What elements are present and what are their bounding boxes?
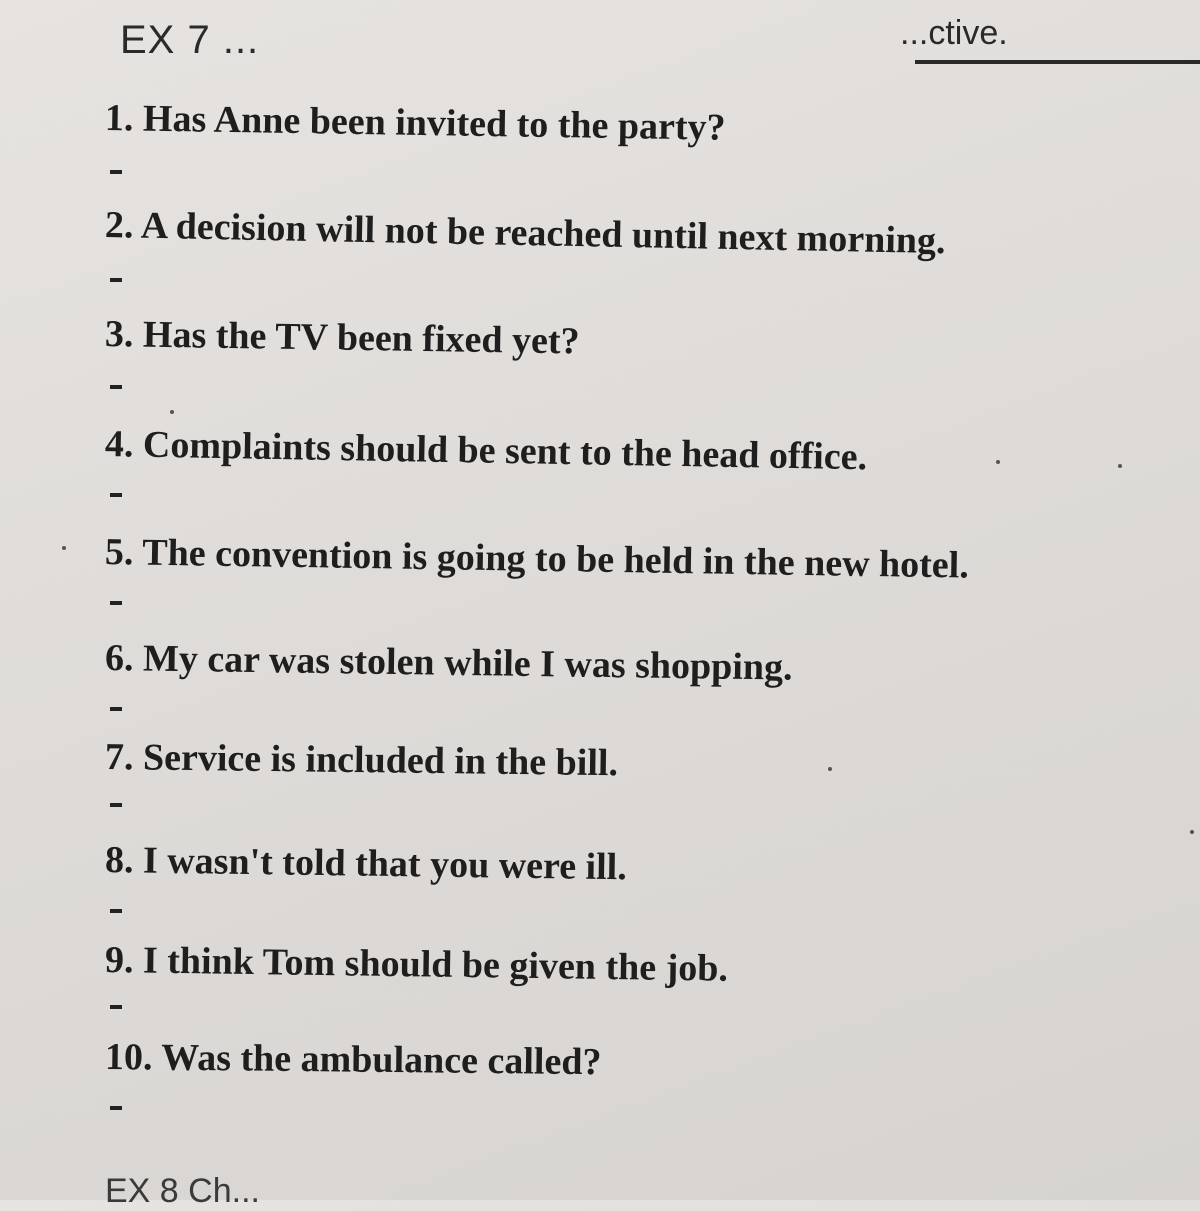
answer-line-9 bbox=[110, 1005, 122, 1009]
exercise-item-4: 4. Complaints should be sent to the head office. bbox=[104, 423, 868, 479]
answer-line-6 bbox=[110, 707, 122, 711]
exercise-item-6: 6. My car was stolen while I was shopping. bbox=[104, 637, 793, 689]
exercise-item-7: 7. Service is included in the bill. bbox=[104, 736, 619, 785]
paper-speck bbox=[828, 767, 832, 771]
answer-line-10 bbox=[110, 1106, 122, 1110]
instruction-fragment: ...ctive. bbox=[900, 14, 1008, 52]
answer-line-3 bbox=[110, 385, 122, 389]
paper-speck bbox=[170, 410, 174, 414]
exercise-item-8: 8. I wasn't told that you were ill. bbox=[104, 839, 628, 889]
exercise-item-9: 9. I think Tom should be given the job. bbox=[104, 939, 729, 990]
next-exercise-heading: EX 8 Ch... bbox=[105, 1172, 260, 1210]
answer-line-2 bbox=[110, 278, 122, 282]
paper-speck bbox=[996, 460, 1000, 464]
exercise-item-5: 5. The convention is going to be held in the new hotel. bbox=[104, 531, 970, 587]
exercise-item-1: 1. Has Anne been invited to the party? bbox=[104, 97, 726, 149]
exercise-item-3: 3. Has the TV been fixed yet? bbox=[104, 313, 580, 363]
exercise-item-2: 2. A decision will not be reached until next morning. bbox=[104, 204, 946, 263]
answer-line-7 bbox=[110, 803, 122, 807]
exercise-heading: EX 7 ... bbox=[120, 18, 260, 62]
answer-line-4 bbox=[110, 493, 122, 497]
answer-line-5 bbox=[110, 601, 122, 605]
answer-line-8 bbox=[110, 909, 122, 913]
answer-line-1 bbox=[110, 170, 122, 174]
paper-speck bbox=[1190, 830, 1194, 834]
exercise-item-10: 10. Was the ambulance called? bbox=[104, 1036, 602, 1084]
paper-speck bbox=[1118, 464, 1122, 468]
paper-speck bbox=[62, 546, 66, 550]
